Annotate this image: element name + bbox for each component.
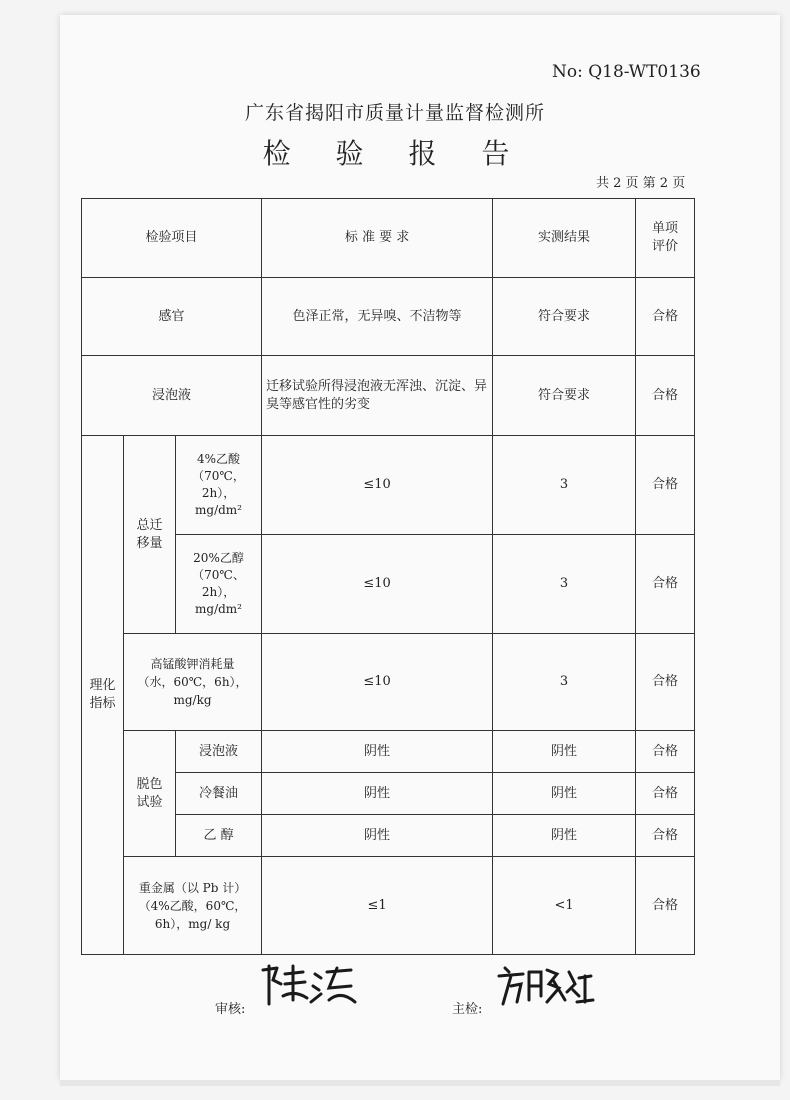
row-eval: 合格 <box>636 634 695 731</box>
decolor-label: 脱色 试验 <box>124 731 176 857</box>
migration-label: 总迁 移量 <box>124 436 176 634</box>
row-item: 高锰酸钾消耗量 （水，60℃，6h）， mg/kg <box>124 634 262 731</box>
row-eval: 合格 <box>636 815 695 857</box>
row-standard: ≤10 <box>262 436 493 535</box>
document-number: No: Q18-WT0136 <box>552 62 701 82</box>
scan-edge <box>60 1080 780 1086</box>
inspector-label: 主检: <box>452 1002 483 1017</box>
organization-name: 广东省揭阳市质量计量监督检测所 <box>244 102 545 124</box>
table-row <box>82 634 695 731</box>
row-result: 符合要求 <box>493 278 636 356</box>
row-standard: ≤1 <box>262 857 493 955</box>
row-result: 3 <box>493 634 636 731</box>
row-item: 浸泡液 <box>82 356 262 436</box>
reviewer-label: 审核: <box>215 1002 246 1017</box>
table-row <box>82 857 695 955</box>
row-eval: 合格 <box>636 773 695 815</box>
row-result: 3 <box>493 436 636 535</box>
report-title: 检 验 报 告 <box>262 137 528 170</box>
header-standard: 标 准 要 求 <box>262 199 493 278</box>
row-condition: 20%乙醇 （70℃、 2h）， mg/dm² <box>176 535 262 634</box>
row-result: 阴性 <box>493 731 636 773</box>
row-condition: 4%乙酸 （70℃， 2h）， mg/dm² <box>176 436 262 535</box>
row-eval: 合格 <box>636 278 695 356</box>
row-eval: 合格 <box>636 731 695 773</box>
row-eval: 合格 <box>636 535 695 634</box>
header-eval: 单项 评价 <box>636 199 695 278</box>
table-header-row <box>82 199 695 278</box>
physchem-label: 理化 指标 <box>82 436 124 955</box>
inspection-table <box>81 198 695 955</box>
page-info: 共 2 页 第 2 页 <box>596 176 686 191</box>
header-item: 检验项目 <box>82 199 262 278</box>
inspector-signature <box>495 960 595 1010</box>
table-row <box>82 731 695 773</box>
row-result: 符合要求 <box>493 356 636 436</box>
header-result: 实测结果 <box>493 199 636 278</box>
row-condition: 浸泡液 <box>176 731 262 773</box>
table-row <box>82 278 695 356</box>
row-item: 重金属（以 Pb 计） （4%乙酸，60℃， 6h），mg/ kg <box>124 857 262 955</box>
table-row <box>82 356 695 436</box>
row-eval: 合格 <box>636 436 695 535</box>
row-eval: 合格 <box>636 857 695 955</box>
row-item: 感官 <box>82 278 262 356</box>
row-result: 阴性 <box>493 773 636 815</box>
row-result: 3 <box>493 535 636 634</box>
row-standard: 阴性 <box>262 773 493 815</box>
row-condition: 乙 醇 <box>176 815 262 857</box>
row-result: 阴性 <box>493 815 636 857</box>
row-standard: ≤10 <box>262 535 493 634</box>
row-standard: 色泽正常，无异嗅、不洁物等 <box>262 278 493 356</box>
row-condition: 冷餐油 <box>176 773 262 815</box>
row-result: <1 <box>493 857 636 955</box>
reviewer-signature <box>255 960 365 1010</box>
row-eval: 合格 <box>636 356 695 436</box>
row-standard: 迁移试验所得浸泡液无浑浊、沉淀、异臭等感官性的劣变 <box>262 356 493 436</box>
table-row <box>82 436 695 535</box>
row-standard: 阴性 <box>262 815 493 857</box>
row-standard: ≤10 <box>262 634 493 731</box>
row-standard: 阴性 <box>262 731 493 773</box>
